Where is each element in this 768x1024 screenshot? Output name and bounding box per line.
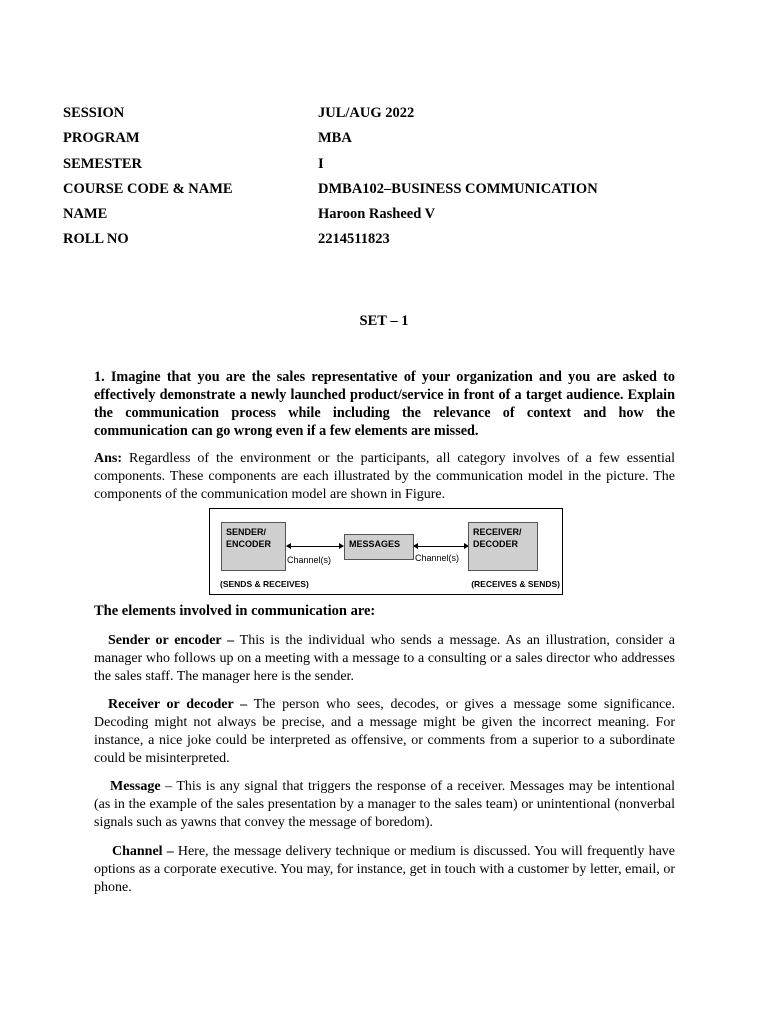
messages-box: MESSAGES (344, 534, 414, 560)
answer-label: Ans: (94, 451, 123, 466)
element-term: Sender or encoder – (108, 633, 235, 648)
element-paragraph-receiver (94, 696, 675, 768)
info-row-roll-no (63, 230, 723, 255)
diagram-footer-left: (SENDS & RECEIVES) (220, 579, 309, 589)
info-row-session (63, 104, 723, 129)
info-label: PROGRAM (63, 130, 140, 147)
element-term: Channel – (112, 844, 174, 859)
elements-heading: The elements involved in communication are: (94, 603, 376, 619)
element-term: Message (110, 779, 161, 794)
channel-label-left: Channel(s) (287, 555, 332, 565)
element-term: Receiver or decoder – (108, 697, 248, 712)
info-label: SEMESTER (63, 155, 142, 172)
sender-encoder-box: SENDER/ ENCODER (221, 522, 286, 571)
communication-model-diagram (209, 508, 563, 595)
info-value: MBA (318, 130, 352, 147)
set-title: SET – 1 (359, 313, 409, 329)
element-text: This is the individual who sends a message. As an illustration, consider a manager who follows up on a meeting with a message to a consulting or a sales director who addresses the sales staff. The manager here is the sender. (94, 633, 675, 684)
info-row-semester (63, 155, 723, 180)
info-row-program (63, 129, 723, 154)
channel-arrow-right (414, 546, 468, 547)
channel-label-right: Channel(s) (415, 553, 460, 563)
element-text: – This is any signal that triggers the response of a receiver. Messages may be intentional (as in the example of the sales presentation by a manager to the sales team) or unintentional (nonverbal signals such as yawns that convey the message of boredom). (94, 779, 675, 830)
info-row-course (63, 180, 723, 205)
element-text: The person who sees, decodes, or gives a message some significance. Decoding might not always be precise, and a message might be given the incorrect meaning. For instance, a nice joke could be interpreted as offensive, or comments from a superior to a subordinate could be misinterpreted. (94, 697, 676, 766)
element-paragraph-message (94, 778, 675, 832)
answer-paragraph (94, 450, 675, 504)
element-paragraph-channel (94, 843, 675, 897)
receiver-decoder-box: RECEIVER/ DECODER (468, 522, 538, 571)
student-info-table (63, 104, 723, 256)
answer-text: Regardless of the environment or the participants, all category involves of a few essential components. These components are each illustrated by the communication model in the picture. The components of the communication model are shown in Figure. (94, 451, 675, 502)
info-value: JUL/AUG 2022 (318, 105, 415, 121)
info-value: Haroon Rasheed V (318, 206, 436, 223)
diagram-footer-right: (RECEIVES & SENDS) (471, 579, 560, 589)
element-text: Here, the message delivery technique or medium is discussed. You will frequently have options as a corporate executive. You may, for instance, get in touch with a customer by letter, email, or phone. (94, 844, 675, 895)
channel-arrow-left (287, 546, 343, 547)
info-row-name (63, 205, 723, 230)
info-value: DMBA102–BUSINESS COMMUNICATION (318, 180, 598, 197)
element-paragraph-sender (94, 632, 675, 686)
info-label: SESSION (63, 105, 125, 121)
question-text: 1. Imagine that you are the sales representative of your organization and you are asked to effectively demonstrate a newly launched product/service in front of a target audience. Explain the communication process while including the relevance of context and how the communication can go wrong even if a few elements are missed. (94, 369, 675, 440)
info-label: NAME (63, 206, 108, 223)
info-label: COURSE CODE & NAME (63, 180, 233, 197)
info-value: I (318, 155, 324, 172)
info-value: 2214511823 (318, 231, 390, 248)
info-label: ROLL NO (63, 231, 129, 248)
